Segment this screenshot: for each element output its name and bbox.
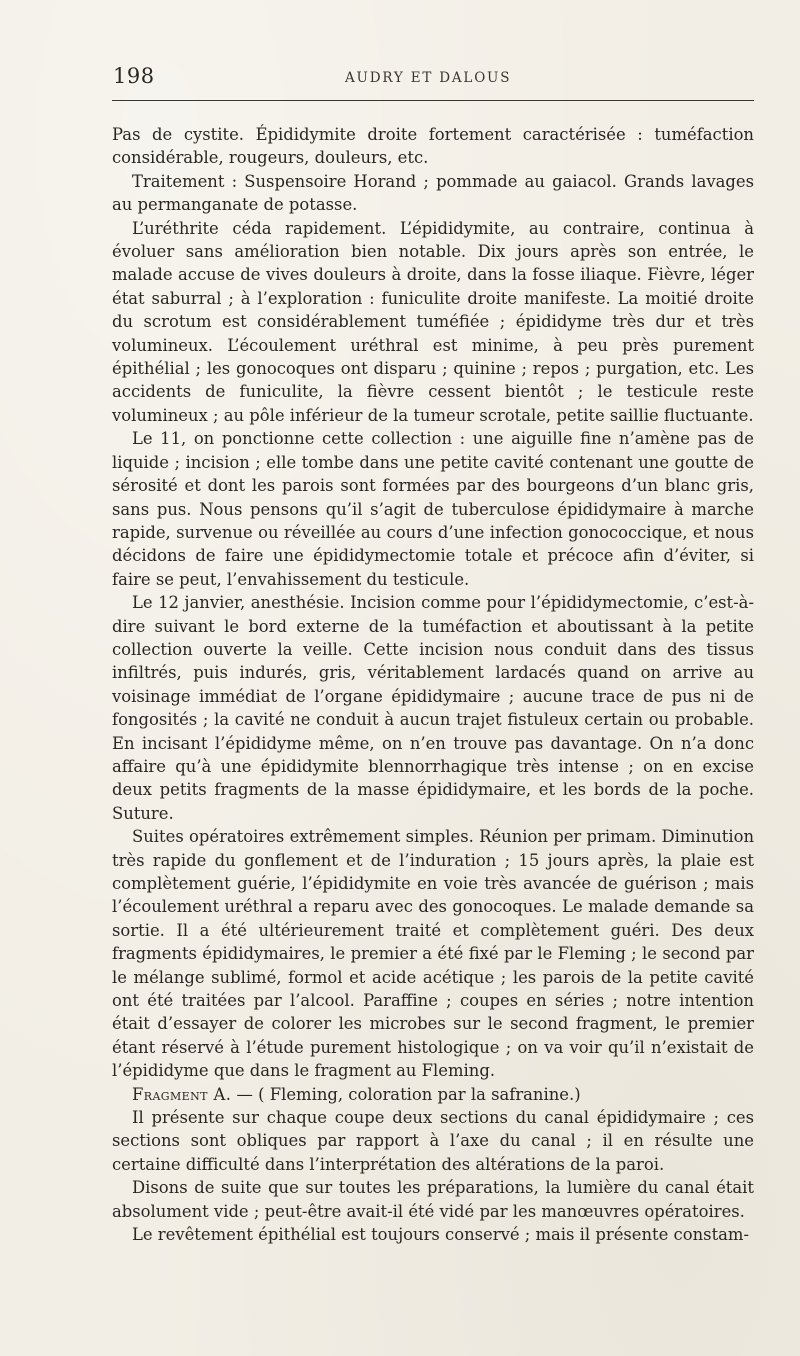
paragraph: Suites opératoires extrêmement simples. Réunion per primam. Diminution très rapide du gonflement et de l’induration ; 15 jours après, la plaie est complètement guérie, l’épididymite en voie très avancée de guérison ; mais l’écoulement uréthral a reparu avec des gonocoques. Le malade demande sa sortie. Il a été ultérieurement traité et complètement guéri. Des deux fragments épididymaires, le premier a été fixé par le Fleming ; le second par le mélange sublimé, formol et acide acétique ; les parois de la petite cavité ont été traitées par l’alcool. Paraffine ; coupes en séries ; notre intention était d’essayer de colorer les microbes sur le second fragment, le premier étant réservé à l’étude purement histologique ; on va voir qu’il n’existait de l’épididyme que dans le fragment au Fleming.: [112, 827, 754, 1081]
fragment-label: Fragment A.: [132, 1084, 232, 1104]
paragraph: Pas de cystite. Épididymite droite fortement caractérisée : tuméfaction considérable, rougeurs, douleurs, etc.: [112, 125, 754, 168]
paragraph: Le 11, on ponctionne cette collection : une aiguille fine n’amène pas de liquide ; incision ; elle tombe dans une petite cavité contenant une goutte de sérosité et dont les parois sont formées par des bourgeons d’un blanc gris, sans pus. Nous pensons qu’il s’agit de tuberculose épididymaire à marche rapide, survenue ou réveillée au cours d’une infection gonococcique, et nous décidons de faire une épididymectomie totale et précoce afin d’éviter, si faire se peut, l’envahissement du testicule.: [112, 429, 754, 589]
fragment-heading: [112, 1083, 754, 1106]
paragraph: L’uréthrite céda rapidement. L’épididymite, au contraire, continua à évoluer sans amélioration bien notable. Dix jours après son entrée, le malade accuse de vives douleurs à droite, dans la fosse iliaque. Fièvre, léger état saburral ; à l’exploration : funiculite droite manifeste. La moitié droite du scrotum est considérablement tuméfiée ; épididyme très dur et très volumineux. L’écoulement uréthral est minime, à peu près purement épithélial ; les gonocoques ont disparu ; quinine ; repos ; purgation, etc. Les accidents de funiculite, la fièvre cessent bientôt ; le testicule reste volumineux ; au pôle inférieur de la tumeur scrotale, petite saillie fluctuante.: [112, 218, 754, 425]
paragraph: Il présente sur chaque coupe deux sections du canal épididymaire ; ces sections sont obliques par rapport à l’axe du canal ; il en résulte une certaine difficulté dans l’interprétation des altérations de la paroi.: [112, 1108, 754, 1174]
paragraph: Traitement : Suspensoire Horand ; pommade au gaiacol. Grands lavages au permanganate de potasse.: [112, 171, 754, 215]
running-title: AUDRY ET DALOUS: [345, 70, 512, 86]
page-number: 198: [113, 64, 155, 88]
paragraph: Disons de suite que sur toutes les préparations, la lumière du canal était absolument vide ; peut-être avait-il été vidé par les manœuvres opératoires.: [112, 1178, 754, 1221]
fragment-description: — ( Fleming, coloration par la safranine.): [236, 1084, 581, 1104]
paragraph: Le revêtement épithélial est toujours conservé ; mais il présente constam-: [132, 1225, 750, 1245]
paragraph: Le 12 janvier, anesthésie. Incision comme pour l’épididymectomie, c’est-à-dire suivant le bord externe de la tuméfaction et aboutissant à la petite collection ouverte la veille. Cette incision nous conduit dans des tissus infiltrés, puis indurés, gris, véritablement lardacés quand on arrive au voisinage immédiat de l’organe épididymaire ; aucune trace de pus ni de fongosités ; la cavité ne conduit à aucun trajet fistuleux certain ou probable. En incisant l’épididyme même, on n’en trouve pas davantage. On n’a donc affaire qu’à une épididymite blennorrhagique très intense ; on en excise deux petits fragments de la masse épididymaire, et les bords de la poche. Suture.: [112, 593, 754, 823]
page-header: [113, 64, 753, 94]
body-text: [112, 123, 754, 1247]
header-rule: [112, 100, 754, 101]
